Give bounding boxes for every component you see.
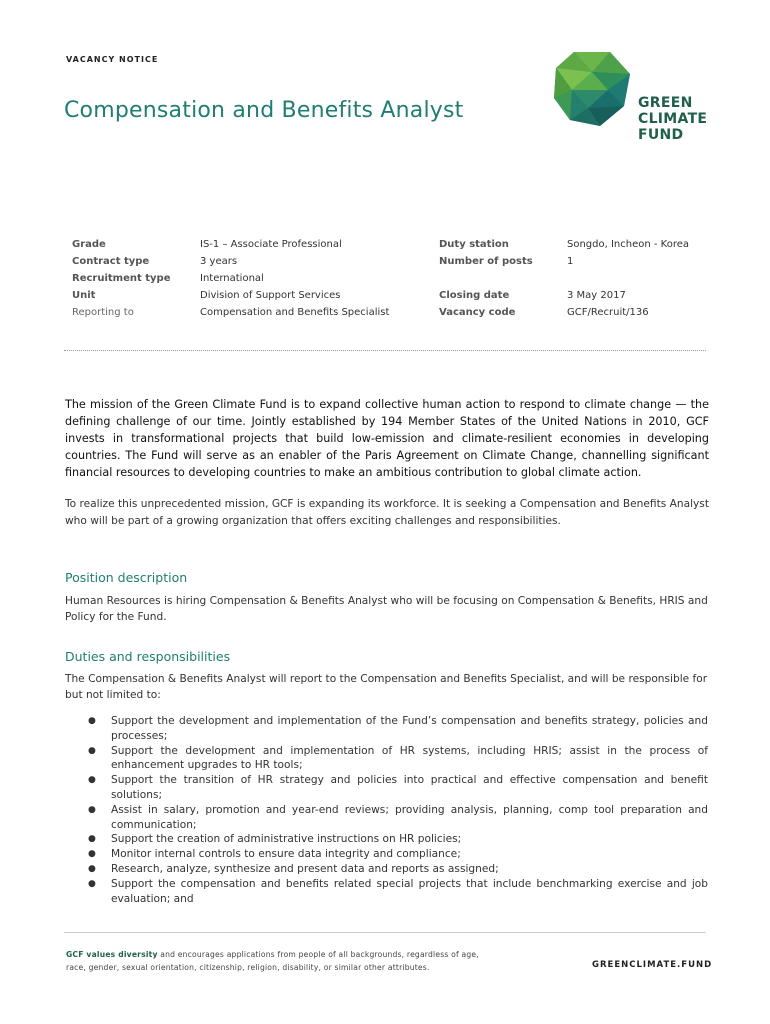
expansion-paragraph: To realize this unprecedented mission, GCF is expanding its workforce. It is seeking a Compensation and Benefits Analyst who will be part of a growing organization that offers exciting challenges and responsibilities. [65,498,709,527]
list-item: ● Assist in salary, promotion and year-end reviews; providing analysis, planning, comp tool preparation and communication; [88,803,708,831]
website-link[interactable]: GREENCLIMATE.FUND [592,960,713,970]
info-label-reporting-to: Reporting to [72,307,134,318]
duties-intro: The Compensation & Benefits Analyst will report to the Compensation and Benefits Specialist, and will be responsible for but not limited to: [65,673,708,701]
bullet-icon: ● [88,849,96,860]
gcf-logo-icon [552,50,632,128]
diversity-strong: GCF values diversity [66,950,158,959]
diversity-rest: and encourages applications from people of all backgrounds, regardless of age, race, gender, sexual orientation, citizenship, religion, disability, or similar other attributes. [66,950,479,972]
list-item: ● Support the compensation and benefits related special projects that include benchmarking exercise and job evaluation; and [88,877,708,905]
info-value-recruitment-type: International [200,273,264,284]
logo-line-green: GREEN [638,95,693,111]
section-divider [64,350,706,351]
bullet-icon: ● [88,745,96,756]
footer-divider [64,932,706,933]
logo-line-climate: CLIMATE [638,111,708,127]
info-left-labels [72,236,192,321]
list-item: ● Support the development and implementation of HR systems, including HRIS; assist in the process of enhancement upgrades to HR tools; [88,744,708,772]
info-value-vacancy-code: GCF/Recruit/136 [567,307,649,318]
list-item: ● Support the development and implementation of the Fund’s compensation and benefits strategy, policies and processes; [88,715,708,742]
bullet-icon: ● [88,863,96,874]
info-spacer [439,270,559,287]
duties-list [88,714,708,906]
bullet-icon: ● [88,804,96,815]
info-label-vacancy-code: Vacancy code [439,307,516,318]
info-value-contract-type: 3 years [200,256,238,267]
info-label-grade: Grade [72,239,106,250]
position-description-text: Human Resources is hiring Compensation & Benefits Analyst who will be focusing on Compensation & Benefits, HRIS and Policy for the Fund. [65,595,708,623]
info-value-number-of-posts: 1 [567,256,574,267]
position-description-heading: Position description [65,570,188,585]
notice-label: VACANCY NOTICE [66,55,159,64]
info-value-duty-station: Songdo, Incheon - Korea [567,239,690,250]
bullet-icon: ● [88,775,96,786]
gcf-logo-wordmark [638,95,738,143]
logo-line-fund: FUND [638,127,684,143]
info-value-closing-date: 3 May 2017 [567,290,626,301]
info-label-closing-date: Closing date [439,290,510,301]
info-right-labels [439,236,559,321]
duties-heading: Duties and responsibilities [65,649,231,664]
list-item: ● Research, analyze, synthesize and present data and reports as assigned; [88,862,499,875]
info-value-reporting-to: Compensation and Benefits Specialist [200,307,390,318]
info-value-grade: IS-1 – Associate Professional [200,239,342,250]
mission-paragraph: The mission of the Green Climate Fund is to expand collective human action to respond to climate change — the defining challenge of our time. Jointly established by 194 Member States of the United Nations in 2010, GCF invests in transformational projects that build low-emission and climate-resilient economies in developing countries. The Fund will serve as an enabler of the Paris Agreement on Climate Change, channelling significant financial resources to developing countries to make an ambitious contribution to global climate action. [65,398,709,479]
info-label-contract-type: Contract type [72,256,150,267]
job-title: Compensation and Benefits Analyst [64,98,464,123]
bullet-icon: ● [88,834,96,845]
info-label-duty-station: Duty station [439,239,509,250]
diversity-statement [66,948,496,974]
list-item: ● Monitor internal controls to ensure data integrity and compliance; [88,848,461,861]
info-right-values [567,236,737,321]
bullet-icon: ● [88,878,96,889]
list-item: ● Support the creation of administrative instructions on HR policies; [88,833,462,846]
info-label-recruitment-type: Recruitment type [72,273,171,284]
list-item: ● Support the transition of HR strategy and policies into practical and effective compensation and benefit solutions; [88,774,708,801]
info-value-unit: Division of Support Services [200,290,341,301]
bullet-icon: ● [88,716,96,726]
info-left-values [200,236,430,321]
info-spacer [567,270,737,287]
info-label-number-of-posts: Number of posts [439,256,533,267]
info-label-unit: Unit [72,290,96,301]
